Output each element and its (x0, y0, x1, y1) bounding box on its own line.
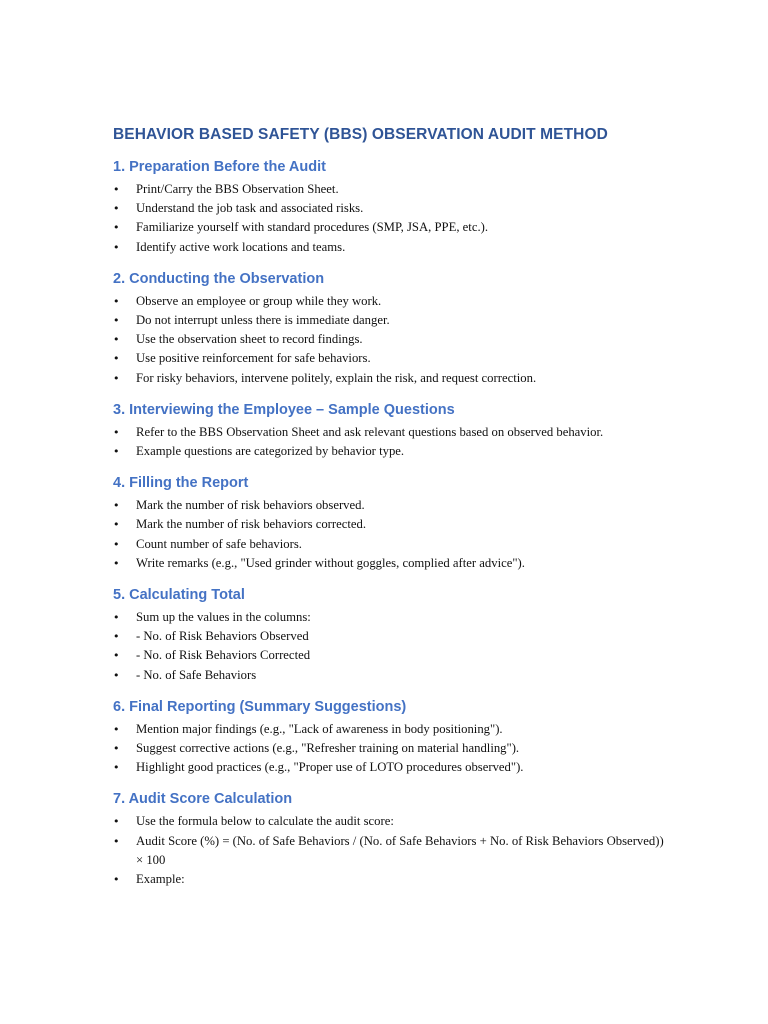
list-item-text: Example questions are categorized by behavior type. (136, 444, 405, 459)
section-heading: 1. Preparation Before the Audit (113, 159, 326, 175)
list-item (113, 666, 673, 685)
list-item-text: Do not interrupt unless there is immediate danger. (136, 313, 390, 328)
list-item-text: Familiarize yourself with standard procedures (SMP, JSA, PPE, etc.). (136, 220, 489, 235)
list-item (113, 739, 673, 758)
list-item (113, 646, 673, 665)
list-item (113, 218, 673, 237)
list-item-text: Highlight good practices (e.g., "Proper use of LOTO procedures observed"). (136, 760, 524, 775)
bullet-icon: • (113, 668, 120, 682)
bullet-list (113, 608, 673, 685)
list-item (113, 535, 673, 554)
list-item-text: Mention major findings (e.g., "Lack of awareness in body positioning"). (136, 721, 503, 736)
list-item (113, 608, 673, 627)
section-5 (113, 586, 673, 685)
list-item-text: Mark the number of risk behaviors corrected. (136, 517, 367, 532)
section-heading: 7. Audit Score Calculation (113, 791, 293, 808)
bullet-list (113, 812, 673, 889)
list-item-text: Sum up the values in the columns: (136, 610, 311, 625)
document-body (113, 125, 673, 902)
bullet-icon: • (113, 518, 120, 532)
bullet-icon: • (113, 352, 120, 366)
bullet-icon: • (113, 499, 120, 513)
list-item-text: Audit Score (%) = (No. of Safe Behaviors / (No. of Safe Behaviors + No. of Risk Behaviors Observed)) × 100 (136, 833, 664, 867)
section-heading: 6. Final Reporting (Summary Suggestions) (113, 698, 407, 715)
list-item (113, 442, 673, 461)
document-title: BEHAVIOR BASED SAFETY (BBS) OBSERVATION AUDIT METHOD (113, 126, 608, 143)
list-item-text: - No. of Safe Behaviors (136, 667, 257, 682)
list-item-text: Use positive reinforcement for safe behaviors. (136, 351, 371, 366)
bullet-icon: • (113, 202, 120, 216)
bullet-icon: • (113, 371, 120, 385)
list-item-text: Use the observation sheet to record findings. (136, 332, 363, 347)
section-heading: 4. Filling the Report (113, 475, 249, 492)
list-item (113, 369, 673, 388)
section-heading: 5. Calculating Total (113, 587, 245, 604)
list-item (113, 554, 673, 573)
bullet-list (113, 423, 673, 461)
list-item-text: For risky behaviors, intervene politely, explain the risk, and request correction. (136, 370, 537, 385)
list-item-text: Suggest corrective actions (e.g., "Refresher training on material handling"). (136, 741, 520, 756)
bullet-icon: • (113, 183, 120, 196)
list-item-text: - No. of Risk Behaviors Observed (136, 629, 309, 644)
list-item-text: Use the formula below to calculate the audit score: (136, 814, 394, 829)
list-item (113, 292, 673, 311)
bullet-icon: • (113, 294, 120, 308)
bullet-icon: • (113, 556, 120, 570)
bullet-list (113, 720, 673, 778)
bullet-icon: • (113, 445, 120, 459)
list-item (113, 758, 673, 777)
bullet-list (113, 180, 673, 257)
list-item-text: Print/Carry the BBS Observation Sheet. (136, 182, 339, 196)
section-4 (113, 474, 673, 573)
bullet-icon: • (113, 240, 120, 254)
section-7 (113, 790, 673, 889)
section-3 (113, 401, 673, 461)
bullet-icon: • (113, 722, 120, 736)
list-item (113, 832, 673, 870)
list-item (113, 515, 673, 534)
bullet-icon: • (113, 630, 120, 644)
bullet-icon: • (113, 761, 120, 775)
bullet-list (113, 292, 673, 388)
list-item (113, 311, 673, 330)
list-item-text: Example: (136, 872, 185, 887)
list-item (113, 720, 673, 739)
bullet-icon: • (113, 333, 120, 347)
list-item (113, 199, 673, 218)
bullet-icon: • (113, 742, 120, 756)
list-item (113, 627, 673, 646)
list-item (113, 423, 673, 442)
sections-container (113, 158, 673, 889)
list-item (113, 349, 673, 368)
list-item-text: Write remarks (e.g., "Used grinder without goggles, complied after advice"). (136, 555, 525, 570)
list-item-text: Count number of safe behaviors. (136, 536, 302, 551)
list-item (113, 330, 673, 349)
list-item (113, 180, 673, 199)
list-item (113, 496, 673, 515)
section-2 (113, 270, 673, 388)
list-item (113, 870, 673, 889)
section-6 (113, 698, 673, 778)
bullet-icon: • (113, 537, 120, 551)
bullet-icon: • (113, 425, 120, 439)
list-item-text: Identify active work locations and teams. (136, 239, 346, 254)
bullet-icon: • (113, 611, 120, 625)
list-item (113, 238, 673, 257)
section-heading: 3. Interviewing the Employee – Sample Questions (113, 401, 455, 418)
list-item (113, 812, 673, 831)
bullet-list (113, 496, 673, 573)
list-item-text: Mark the number of risk behaviors observed. (136, 498, 365, 513)
list-item-text: Refer to the BBS Observation Sheet and ask relevant questions based on observed behavior. (136, 424, 604, 439)
list-item-text: Observe an employee or group while they work. (136, 293, 382, 308)
bullet-icon: • (113, 873, 120, 887)
list-item-text: Understand the job task and associated risks. (136, 201, 364, 216)
bullet-icon: • (113, 815, 120, 829)
bullet-icon: • (113, 649, 120, 663)
bullet-icon: • (113, 221, 120, 235)
section-heading: 2. Conducting the Observation (113, 270, 325, 287)
bullet-icon: • (113, 834, 120, 848)
bullet-icon: • (113, 314, 120, 328)
list-item-text: - No. of Risk Behaviors Corrected (136, 648, 311, 663)
section-1 (113, 158, 673, 257)
